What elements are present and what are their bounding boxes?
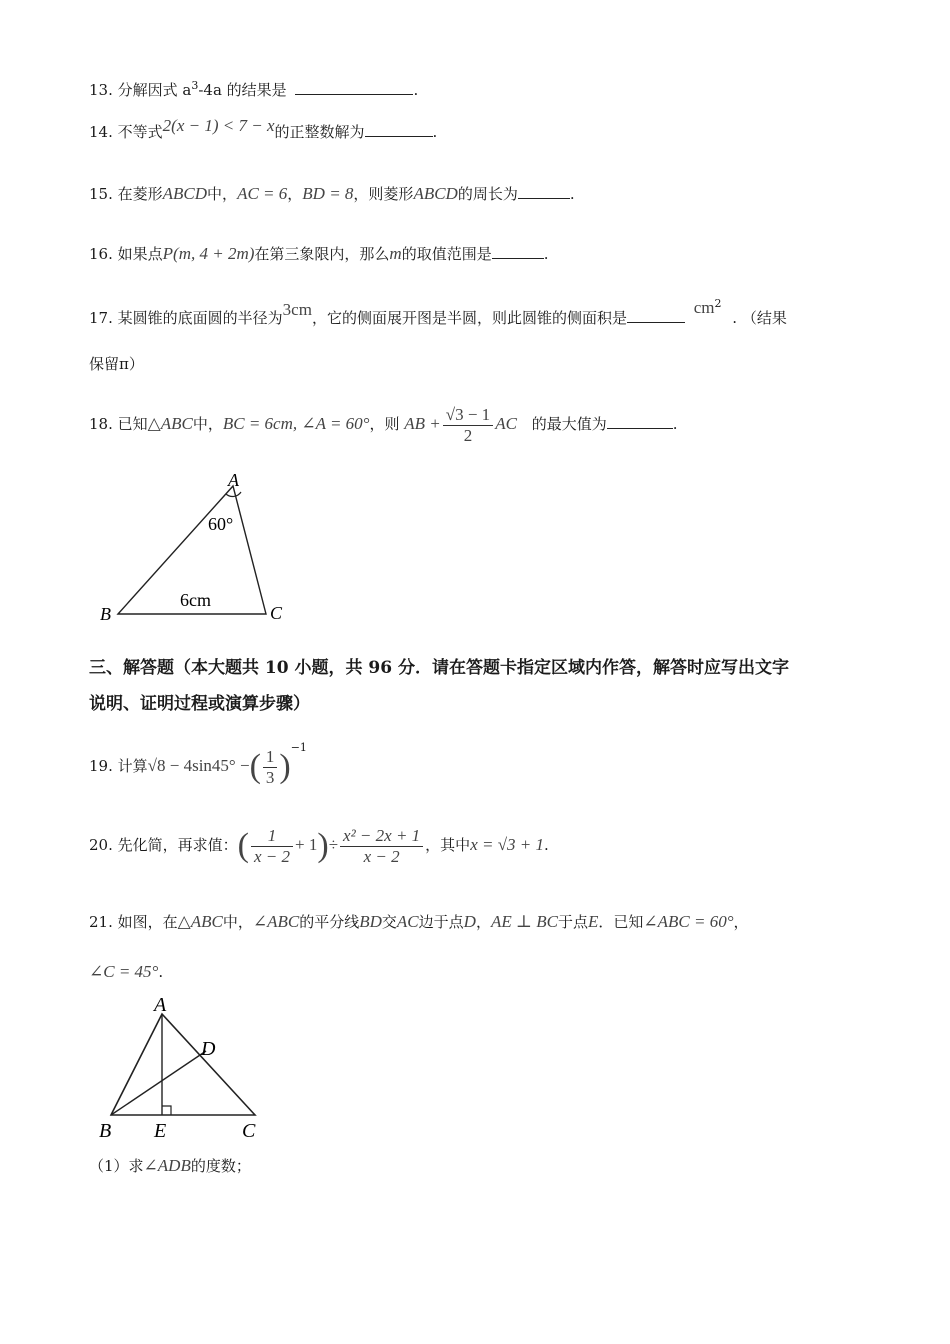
question-19: 19. 计算√8 − 4sin45° −( $\frac{1}{3}$ )$^{-1}$ xyxy=(89,741,307,787)
vertex-label-b: B xyxy=(100,604,111,624)
vertex-label-a: A xyxy=(154,994,167,1016)
section-3-heading: 三、解答题（本大题共 10 小题，共 96 分．请在答题卡指定区域内作答，解答时应写出文字 xyxy=(89,658,789,678)
question-16: 16. 如果点P(m, 4 + 2m)在第三象限内，那么m的取值范围是 . xyxy=(89,244,549,263)
inequality-expr: 2(x − 1) < 7 − x xyxy=(162,116,275,135)
question-21-part-1: （1）求∠ADB的度数； xyxy=(89,1156,251,1175)
question-14: 14. 不等式2(x − 1) < 7 − x的正整数解为 . xyxy=(89,116,438,141)
answer-blank[interactable] xyxy=(607,412,673,429)
vertex-label-a: A xyxy=(228,470,239,490)
answer-blank[interactable] xyxy=(518,182,570,199)
point-label-e: E xyxy=(154,1120,167,1142)
triangle-figure-18 xyxy=(90,468,300,628)
triangle-figure-21 xyxy=(95,994,275,1144)
section-3-heading-line2: 说明、证明过程或演算步骤） xyxy=(89,694,310,714)
fraction: $\frac{1}{3}$ xyxy=(263,747,278,788)
vertex-label-b: B xyxy=(99,1120,112,1142)
question-number: 13. xyxy=(89,81,113,99)
answer-blank[interactable] xyxy=(365,120,433,137)
point-label-d: D xyxy=(201,1038,216,1060)
answer-blank[interactable] xyxy=(492,242,544,259)
right-angle-mark xyxy=(162,1106,171,1115)
side-label: 6cm xyxy=(180,590,211,610)
question-15: 15. 在菱形ABCD中，AC = 6，BD = 8，则菱形ABCD的周长为 . xyxy=(89,184,575,203)
fraction: $\frac{1}{x - 2}$ xyxy=(251,826,293,867)
fraction: $\frac{\text{x² − 2x + 1}}{x - 2}$ xyxy=(340,826,423,867)
question-17-line2: 保留π） xyxy=(89,355,144,373)
question-13: 13. 分解因式 $a^3-4a$ 的结果是 . xyxy=(89,79,419,99)
question-21-line2: ∠C = 45°. xyxy=(89,962,164,981)
answer-blank[interactable] xyxy=(627,306,685,323)
angle-label: 60° xyxy=(208,514,234,534)
vertex-label-c: C xyxy=(242,1120,256,1142)
vertex-label-c: C xyxy=(270,603,283,623)
answer-blank[interactable] xyxy=(295,78,413,95)
bisector-bd xyxy=(111,1051,206,1115)
question-20: 20. 先化简，再求值：( $\frac{1}{x - 2}$ + 1)÷ $\frac{\text{x² − 2x + 1}}{x - 2}$ ，其中x = √3 + 1. xyxy=(89,825,549,866)
question-18: 18. 已知△ABC中，BC = 6cm, ∠A = 60°，则 AB + $\frac{√3 - 1}{2}$ AC 的最大值为 . xyxy=(89,404,678,445)
angle-arc xyxy=(226,492,241,497)
question-21: 21. 如图，在△ABC中，∠ABC的平分线BD交AC边于点D，AE ⊥ BC于点E．已知∠ABC = 60°， xyxy=(89,912,749,931)
question-17: 17. 某圆锥的底面圆的半径为3cm，它的侧面展开图是半圆，则此圆锥的侧面积是 $cm^2$ . （结果 xyxy=(89,297,787,327)
fraction: $\frac{√3 - 1}{2}$ xyxy=(443,405,493,446)
